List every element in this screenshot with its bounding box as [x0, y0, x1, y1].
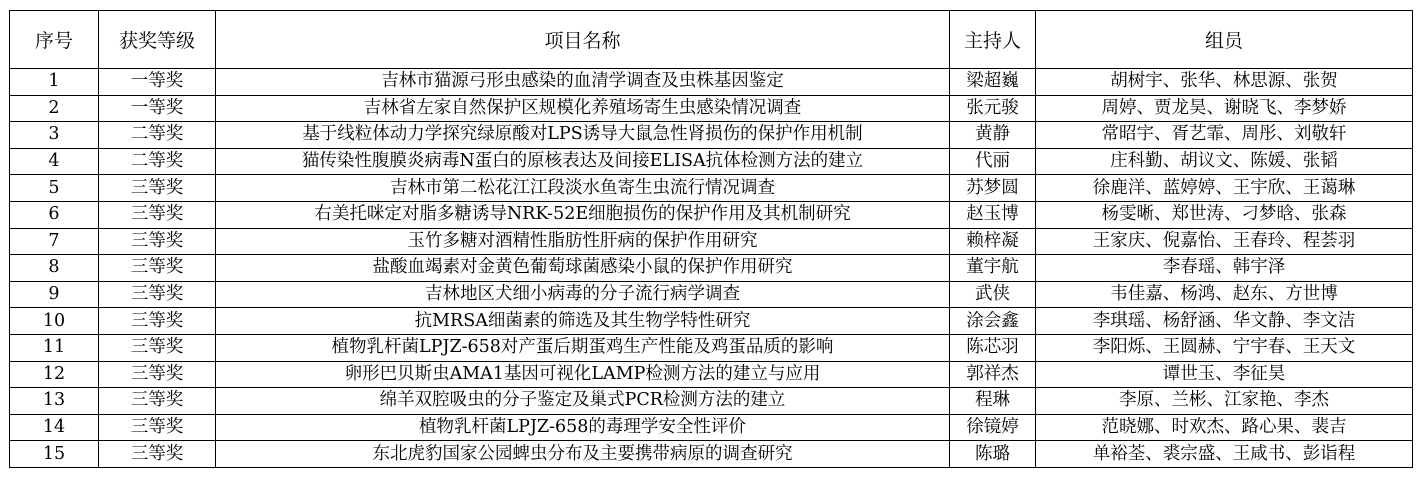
- table-row: [10, 414, 1413, 441]
- cell-award-level: 三等奖: [99, 228, 216, 255]
- cell-leader: 苏梦圆: [950, 175, 1036, 202]
- cell-members: 范晓娜、时欢杰、路心果、裴吉: [1036, 414, 1413, 441]
- cell-project-name: 植物乳杆菌LPJZ-658的毒理学安全性评价: [216, 414, 950, 441]
- cell-award-level: 三等奖: [99, 414, 216, 441]
- cell-members: 徐鹿洋、蓝婷婷、王宇欣、王蔼琳: [1036, 175, 1413, 202]
- cell-project-name: 卵形巴贝斯虫AMA1基因可视化LAMP检测方法的建立与应用: [216, 361, 950, 388]
- cell-project-name: 基于线粒体动力学探究绿原酸对LPS诱导大鼠急性肾损伤的保护作用机制: [216, 122, 950, 149]
- cell-leader: 徐镜婷: [950, 414, 1036, 441]
- awards-table: [9, 10, 1413, 468]
- table-row: [10, 308, 1413, 335]
- cell-leader: 陈芯羽: [950, 334, 1036, 361]
- cell-award-level: 三等奖: [99, 255, 216, 282]
- cell-leader: 黄静: [950, 122, 1036, 149]
- cell-leader: 程琳: [950, 388, 1036, 415]
- cell-leader: 赵玉博: [950, 201, 1036, 228]
- table-row: [10, 201, 1413, 228]
- cell-project-name: 吉林市猫源弓形虫感染的血清学调查及虫株基因鉴定: [216, 69, 950, 96]
- cell-award-level: 三等奖: [99, 201, 216, 228]
- cell-number: 13: [10, 388, 99, 415]
- cell-project-name: 吉林市第二松花江江段淡水鱼寄生虫流行情况调查: [216, 175, 950, 202]
- cell-award-level: 三等奖: [99, 361, 216, 388]
- header-leader: 主持人: [950, 11, 1036, 69]
- cell-members: 周婷、贾龙昊、谢晓飞、李梦娇: [1036, 95, 1413, 122]
- cell-members: 谭世玉、李征昊: [1036, 361, 1413, 388]
- awards-sheet: [9, 10, 1412, 468]
- header-number: 序号: [10, 11, 99, 69]
- cell-members: 王家庆、倪嘉怡、王春玲、程荟羽: [1036, 228, 1413, 255]
- cell-leader: 梁超巍: [950, 69, 1036, 96]
- cell-members: 李原、兰彬、江家艳、李杰: [1036, 388, 1413, 415]
- table-header: [10, 11, 1413, 69]
- cell-number: 3: [10, 122, 99, 149]
- table-row: [10, 281, 1413, 308]
- table-row: [10, 255, 1413, 282]
- table-row: [10, 95, 1413, 122]
- table-row: [10, 69, 1413, 96]
- cell-number: 2: [10, 95, 99, 122]
- header-members: 组员: [1036, 11, 1413, 69]
- cell-award-level: 三等奖: [99, 334, 216, 361]
- cell-number: 7: [10, 228, 99, 255]
- cell-members: 杨雯晰、郑世涛、刁梦晗、张森: [1036, 201, 1413, 228]
- cell-leader: 赖梓凝: [950, 228, 1036, 255]
- cell-leader: 张元骏: [950, 95, 1036, 122]
- cell-number: 15: [10, 441, 99, 468]
- cell-leader: 代丽: [950, 148, 1036, 175]
- cell-award-level: 二等奖: [99, 122, 216, 149]
- cell-members: 单裕荃、裘宗盛、王咸书、彭诣程: [1036, 441, 1413, 468]
- cell-members: 李琪瑶、杨舒涵、华文静、李文洁: [1036, 308, 1413, 335]
- cell-leader: 郭祥杰: [950, 361, 1036, 388]
- cell-project-name: 抗MRSA细菌素的筛选及其生物学特性研究: [216, 308, 950, 335]
- table-row: [10, 122, 1413, 149]
- cell-award-level: 二等奖: [99, 148, 216, 175]
- table-row: [10, 334, 1413, 361]
- cell-leader: 涂会鑫: [950, 308, 1036, 335]
- cell-number: 6: [10, 201, 99, 228]
- cell-members: 胡树宇、张华、林思源、张贺: [1036, 69, 1413, 96]
- header-project-name: 项目名称: [216, 11, 950, 69]
- cell-number: 14: [10, 414, 99, 441]
- cell-members: 李春瑶、韩宇泽: [1036, 255, 1413, 282]
- cell-project-name: 绵羊双腔吸虫的分子鉴定及巢式PCR检测方法的建立: [216, 388, 950, 415]
- cell-number: 5: [10, 175, 99, 202]
- cell-members: 韦佳嘉、杨鸿、赵东、方世博: [1036, 281, 1413, 308]
- cell-award-level: 三等奖: [99, 281, 216, 308]
- cell-leader: 武侠: [950, 281, 1036, 308]
- cell-leader: 董宇航: [950, 255, 1036, 282]
- table-row: [10, 175, 1413, 202]
- table-row: [10, 361, 1413, 388]
- cell-project-name: 吉林地区犬细小病毒的分子流行病学调查: [216, 281, 950, 308]
- cell-number: 4: [10, 148, 99, 175]
- cell-project-name: 右美托咪定对脂多糖诱导NRK-52E细胞损伤的保护作用及其机制研究: [216, 201, 950, 228]
- cell-number: 8: [10, 255, 99, 282]
- table-row: [10, 228, 1413, 255]
- cell-award-level: 三等奖: [99, 308, 216, 335]
- cell-project-name: 吉林省左家自然保护区规模化养殖场寄生虫感染情况调查: [216, 95, 950, 122]
- cell-number: 12: [10, 361, 99, 388]
- cell-award-level: 一等奖: [99, 95, 216, 122]
- table-row: [10, 441, 1413, 468]
- cell-award-level: 三等奖: [99, 441, 216, 468]
- cell-members: 常昭宇、胥艺霏、周彤、刘敬轩: [1036, 122, 1413, 149]
- table-body: [10, 69, 1413, 468]
- header-row: [10, 11, 1413, 69]
- cell-number: 1: [10, 69, 99, 96]
- cell-number: 11: [10, 334, 99, 361]
- cell-number: 9: [10, 281, 99, 308]
- cell-award-level: 三等奖: [99, 388, 216, 415]
- cell-number: 10: [10, 308, 99, 335]
- cell-project-name: 猫传染性腹膜炎病毒N蛋白的原核表达及间接ELISA抗体检测方法的建立: [216, 148, 950, 175]
- cell-members: 庄科勤、胡议文、陈媛、张韬: [1036, 148, 1413, 175]
- cell-award-level: 一等奖: [99, 69, 216, 96]
- cell-leader: 陈璐: [950, 441, 1036, 468]
- header-award-level: 获奖等级: [99, 11, 216, 69]
- cell-project-name: 植物乳杆菌LPJZ-658对产蛋后期蛋鸡生产性能及鸡蛋品质的影响: [216, 334, 950, 361]
- cell-members: 李阳烁、王圆赫、宁宇春、王天文: [1036, 334, 1413, 361]
- cell-project-name: 盐酸血竭素对金黄色葡萄球菌感染小鼠的保护作用研究: [216, 255, 950, 282]
- cell-project-name: 东北虎豹国家公园蜱虫分布及主要携带病原的调查研究: [216, 441, 950, 468]
- cell-award-level: 三等奖: [99, 175, 216, 202]
- cell-project-name: 玉竹多糖对酒精性脂肪性肝病的保护作用研究: [216, 228, 950, 255]
- table-row: [10, 388, 1413, 415]
- table-row: [10, 148, 1413, 175]
